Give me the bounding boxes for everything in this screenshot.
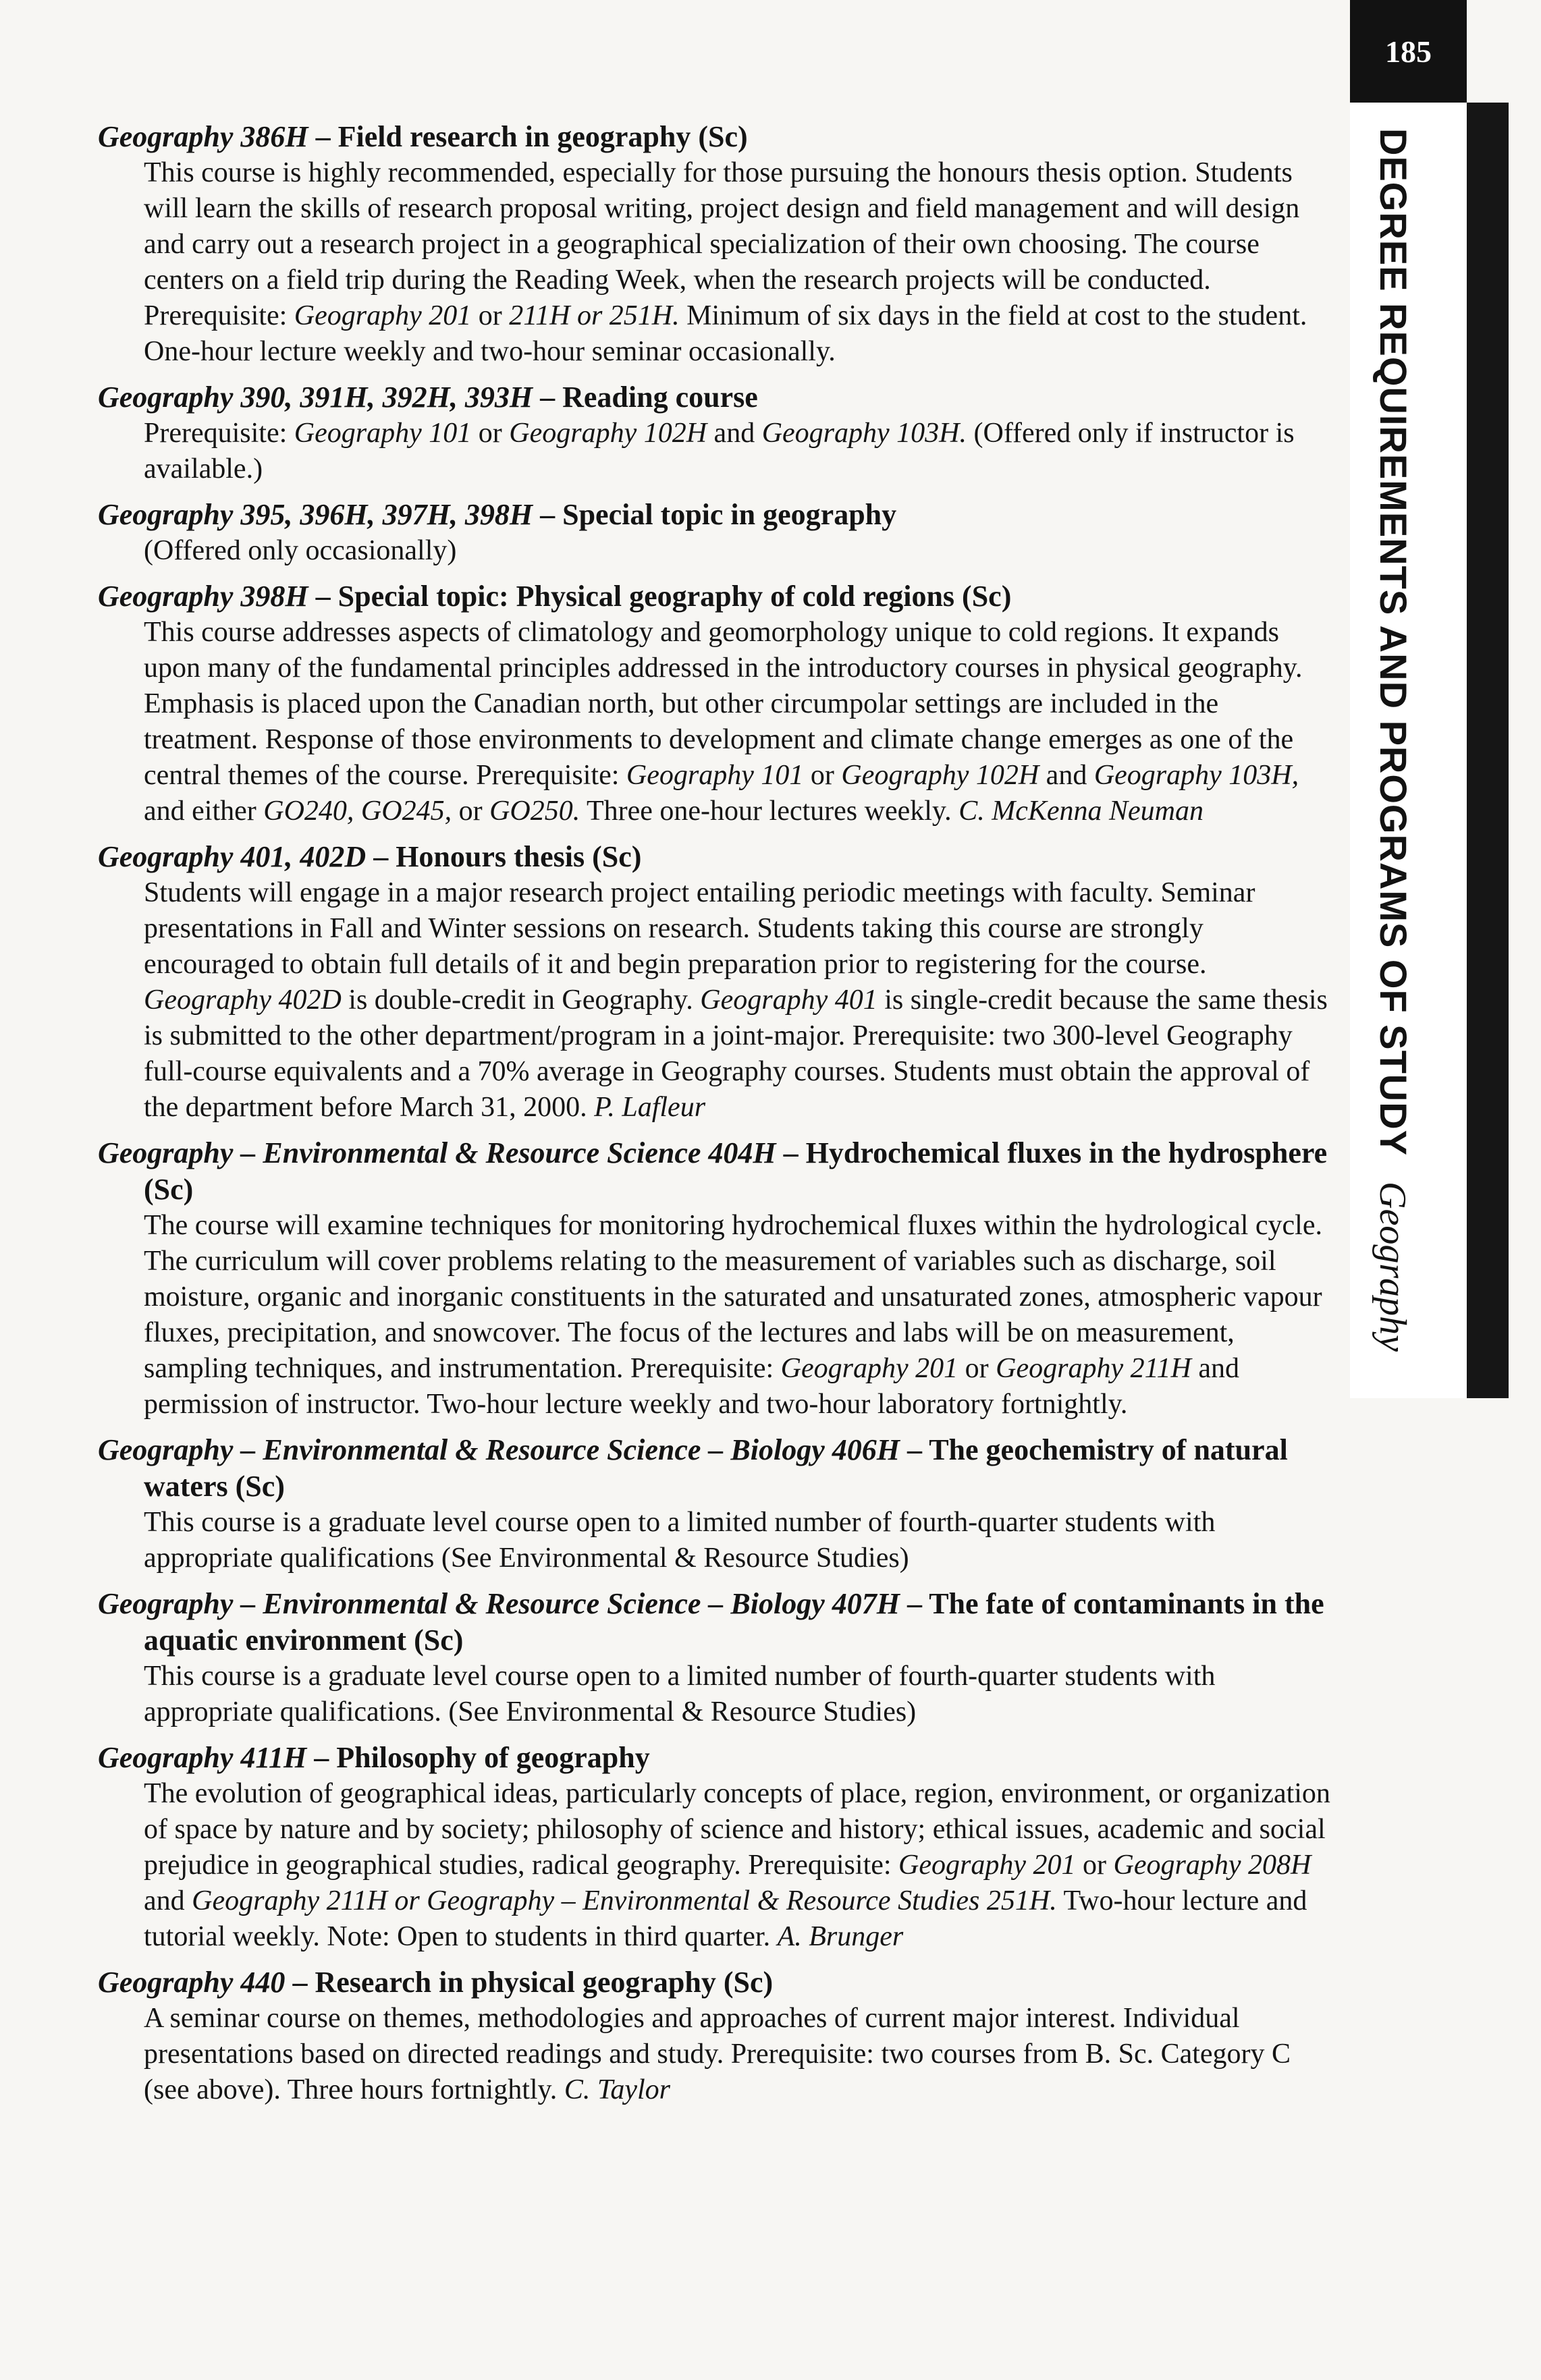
title-separator: – <box>899 1587 929 1620</box>
course-reference: Geography 401 <box>700 985 877 1016</box>
course-reference: Geography 211H or Geography – Environmental & Resource Studies 251H. <box>192 1885 1057 1916</box>
description-text: and <box>144 1885 192 1916</box>
section-subheading: Geography <box>1372 1182 1413 1352</box>
course-listing <box>98 119 1333 2118</box>
description-text: This course is a graduate level course open to a limited number of fourth-quarter students with appropriate qualifications. (See Environmental & Resource Studies) <box>144 1661 1216 1727</box>
course-heading <box>98 1432 1333 1505</box>
description-text: or <box>471 300 510 331</box>
course-code: Geography – Environmental & Resource Science – Biology 406H <box>98 1433 900 1466</box>
course-description <box>98 1208 1333 1422</box>
course-title: Field research in geography (Sc) <box>337 120 748 153</box>
course-description <box>98 155 1333 370</box>
title-separator: – <box>533 498 563 531</box>
title-separator: – <box>776 1136 806 1169</box>
title-separator: – <box>308 580 338 613</box>
title-separator: – <box>308 120 338 153</box>
course-reference: Geography 102H <box>509 418 707 449</box>
course-reference: A. Brunger <box>777 1921 904 1952</box>
description-text: and either <box>144 796 264 827</box>
course-reference: Geography 101 <box>294 418 472 449</box>
course-title: Special topic in geography <box>562 498 897 531</box>
course-heading <box>98 497 1333 533</box>
course-description <box>98 875 1333 1126</box>
course-reference: C. McKenna Neuman <box>958 796 1204 827</box>
course-heading <box>98 379 1333 416</box>
course-reference: Geography 211H <box>996 1353 1191 1384</box>
title-separator: – <box>285 1966 315 1999</box>
description-text: A seminar course on themes, methodologies and approaches of current major interest. Individual presentations based on directed readings and study. Prerequisite: two courses from B. Sc. Category C (see above). Three hours fortnightly. <box>144 2003 1291 2105</box>
course-code: Geography 401, 402D <box>98 840 367 873</box>
course-reference: Geography 103H. <box>761 418 967 449</box>
course-code: Geography 395, 396H, 397H, 398H <box>98 498 533 531</box>
course-entry <box>98 578 1333 829</box>
description-text: The evolution of geographical ideas, particularly concepts of place, region, environment, or organization of space by nature and by society; philosophy of science and history; ethical issues, academic and social prejudice in geographical studies, radical geography. Prerequisite: <box>144 1778 1330 1881</box>
course-entry <box>98 1432 1333 1576</box>
description-text: Two-hour lecture and tutorial weekly. Note: Open to students in third quarter. <box>144 1885 1307 1952</box>
title-separator: – <box>366 840 396 873</box>
course-heading <box>98 1740 1333 1776</box>
course-entry <box>98 1135 1333 1422</box>
course-heading <box>98 1135 1333 1208</box>
course-heading <box>98 578 1333 615</box>
description-text: or <box>958 1353 996 1384</box>
section-heading: DEGREE REQUIREMENTS AND PROGRAMS OF STUDY <box>1372 128 1415 1157</box>
course-reference: Geography 208H <box>1113 1850 1312 1881</box>
side-tab-label <box>1372 128 1415 1352</box>
description-text: (Offered only if instructor is available.) <box>144 418 1295 485</box>
course-title: Philosophy of geography <box>336 1741 650 1774</box>
description-text: is double-credit in Geography. <box>341 985 701 1016</box>
course-code: Geography 411H <box>98 1741 307 1774</box>
course-heading <box>98 1586 1333 1659</box>
course-reference: C. Taylor <box>564 2074 670 2105</box>
description-text: and permission of instructor. Two-hour lecture weekly and two-hour laboratory fortnightly. <box>144 1353 1239 1420</box>
title-separator: – <box>899 1433 929 1466</box>
course-title: Hydrochemical fluxes in the hydrosphere (Sc) <box>144 1136 1328 1206</box>
course-title: Research in physical geography (Sc) <box>315 1966 774 1999</box>
description-text: or <box>803 760 842 791</box>
course-description <box>98 1659 1333 1730</box>
course-code: Geography – Environmental & Resource Science – Biology 407H <box>98 1587 900 1620</box>
course-description <box>98 2001 1333 2108</box>
description-text: (Offered only occasionally) <box>144 535 457 566</box>
course-entry <box>98 497 1333 569</box>
description-text: Minimum of six days in the field at cost to the student. One-hour lecture weekly and two-hour seminar occasionally. <box>144 300 1307 367</box>
description-text: This course is a graduate level course open to a limited number of fourth-quarter students with appropriate qualifications (See Environmental & Resource Studies) <box>144 1507 1216 1574</box>
course-reference: Geography 201 <box>898 1850 1076 1881</box>
course-description <box>98 416 1333 487</box>
description-text: or <box>1075 1850 1114 1881</box>
course-entry <box>98 1740 1333 1955</box>
course-code: Geography 386H <box>98 120 308 153</box>
description-text: This course is highly recommended, especially for those pursuing the honours thesis option. Students will learn the skills of research proposal writing, project design and field management and will design and carry out a research project in a geographical specialization of their own choosing. The course centers on a field trip during the Reading Week, when the research projects will be conducted. Prerequisite: <box>144 157 1300 331</box>
course-heading <box>98 119 1333 155</box>
description-text: Three one-hour lectures weekly. <box>580 796 959 827</box>
course-entry <box>98 119 1333 370</box>
description-text: Students will engage in a major research project entailing periodic meetings with faculty. Seminar presentations in Fall and Winter sessions on research. Students taking this course are strongly encouraged to obtain full details of it and begin preparation prior to registering for the course. <box>144 877 1255 980</box>
course-code: Geography 398H <box>98 580 308 613</box>
course-reference: GO250. <box>489 796 580 827</box>
course-code: Geography 440 <box>98 1966 286 1999</box>
course-reference: Geography 103H, <box>1093 760 1299 791</box>
title-separator: – <box>533 381 563 414</box>
description-text: This course addresses aspects of climatology and geomorphology unique to cold regions. It expands upon many of the fundamental principles addressed in the introductory courses in physical geography. Emphasis is placed upon the Canadian north, but other circumpolar settings are included in the treatment. Response of those environments to development and climate change emerges as one of the central themes of the course. Prerequisite: <box>144 617 1303 791</box>
course-code: Geography – Environmental & Resource Science 404H <box>98 1136 776 1169</box>
description-text: The course will examine techniques for monitoring hydrochemical fluxes within the hydrological cycle. The curriculum will cover problems relating to the measurement of variables such as discharge, soil moisture, organic and inorganic constituents in the saturated and unsaturated zones, atmospheric vapour fluxes, precipitation, and snowcover. The focus of the lectures and labs will be on measurement, sampling techniques, and instrumentation. Prerequisite: <box>144 1210 1322 1384</box>
course-entry <box>98 839 1333 1126</box>
page-number: 185 <box>1350 0 1467 103</box>
description-text: or <box>471 418 510 449</box>
course-title: The geochemistry of natural waters (Sc) <box>144 1433 1288 1503</box>
course-entry <box>98 379 1333 487</box>
description-text: Prerequisite: <box>144 418 294 449</box>
title-separator: – <box>306 1741 337 1774</box>
course-reference: Geography 402D <box>144 985 342 1016</box>
course-reference: GO240, GO245, <box>263 796 452 827</box>
course-title: Reading course <box>562 381 758 414</box>
course-reference: 211H or 251H. <box>509 300 680 331</box>
course-code: Geography 390, 391H, 392H, 393H <box>98 381 533 414</box>
side-tab-stripe <box>1467 103 1509 1398</box>
course-description <box>98 533 1333 569</box>
course-reference: Geography 101 <box>626 760 804 791</box>
course-reference: P. Lafleur <box>594 1092 706 1123</box>
course-reference: Geography 201 <box>780 1353 958 1384</box>
course-title: Honours thesis (Sc) <box>396 840 642 873</box>
description-text: and <box>707 418 762 449</box>
course-description <box>98 615 1333 829</box>
course-title: Special topic: Physical geography of cold regions (Sc) <box>337 580 1012 613</box>
course-heading <box>98 1964 1333 2001</box>
course-reference: Geography 201 <box>294 300 472 331</box>
course-title: The fate of contaminants in the aquatic environment (Sc) <box>144 1587 1324 1657</box>
course-description <box>98 1505 1333 1576</box>
description-text: is single-credit because the same thesis is submitted to the other department/program in a joint-major. Prerequisite: two 300-level Geography full-course equivalents and a 70% average in Geography courses. Students must obtain the approval of the department before March 31, 2000. <box>144 985 1328 1123</box>
course-reference: Geography 102H <box>841 760 1039 791</box>
description-text: or <box>452 796 490 827</box>
course-description <box>98 1776 1333 1955</box>
description-text: and <box>1039 760 1094 791</box>
course-entry <box>98 1586 1333 1730</box>
course-entry <box>98 1964 1333 2108</box>
course-heading <box>98 839 1333 875</box>
